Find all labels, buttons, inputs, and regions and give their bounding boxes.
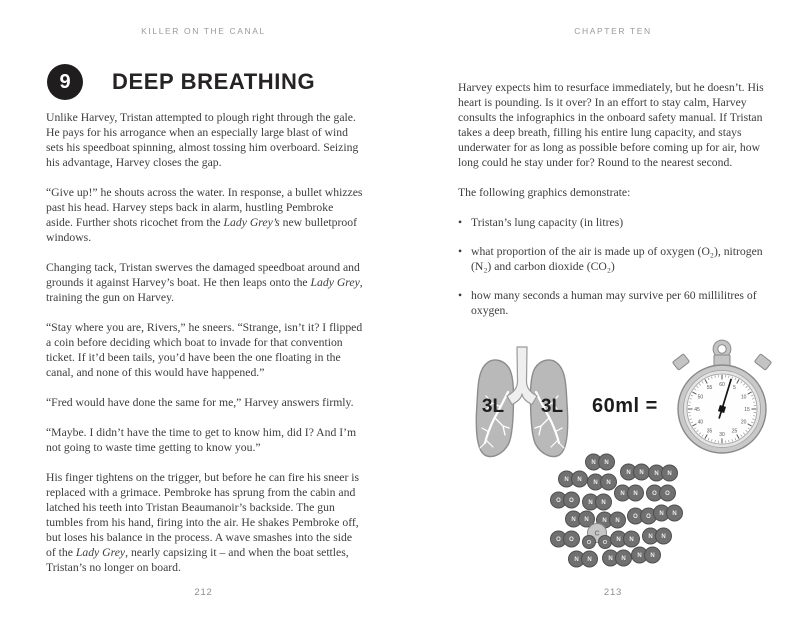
svg-text:55: 55 bbox=[706, 385, 713, 392]
svg-text:N: N bbox=[621, 556, 626, 563]
svg-text:N: N bbox=[593, 480, 598, 487]
svg-text:O: O bbox=[633, 514, 638, 521]
molecule-n2 bbox=[611, 531, 640, 547]
svg-text:N: N bbox=[659, 511, 664, 518]
svg-text:N: N bbox=[574, 557, 579, 564]
svg-text:35: 35 bbox=[706, 428, 713, 435]
svg-text:O: O bbox=[652, 491, 657, 498]
svg-text:C: C bbox=[594, 530, 600, 538]
paragraph: “Give up!” he shouts across the water. In response, a bullet whizzes past his head. Harvey steps back in alarm, hustling Pembroke aside. Further shots ricochet from the Lady Grey’s new bulletproof windows. bbox=[46, 186, 363, 244]
svg-text:N: N bbox=[587, 557, 592, 564]
svg-text:N: N bbox=[616, 537, 621, 544]
paragraph: Harvey expects him to resurface immediately, but he doesn’t. His heart is pounding. Is it over? In an effort to stay calm, Harvey consults the infographics in the onboard safety manual. If Tristan takes a deep breath, filling his entire lung capacity, and stays underwater for as long as possible before coming up for air, how long could he stay under for? Round to the nearest second. bbox=[458, 81, 764, 169]
oxygen-equation-label: 60ml = bbox=[592, 395, 658, 417]
bullet-text: what proportion of the air is made up of oxygen (O₂), nitrogen (N₂) and carbon dioxide (CO₂) bbox=[471, 245, 763, 273]
right-running-head: CHAPTER TEN bbox=[574, 26, 652, 36]
svg-text:N: N bbox=[672, 511, 677, 518]
paragraph: “Fred would have done the same for me,” Harvey answers firmly. bbox=[46, 396, 354, 409]
svg-text:N: N bbox=[667, 471, 672, 478]
svg-text:N: N bbox=[615, 518, 620, 525]
svg-text:N: N bbox=[577, 477, 582, 484]
svg-text:60: 60 bbox=[719, 381, 725, 388]
svg-text:30: 30 bbox=[719, 431, 725, 438]
paragraph: Unlike Harvey, Tristan attempted to plough right through the gale. He pays for his arrogance when an especially large blast of wind sets his speedboat spinning, almost tossing him overboard. Seizing his advantage, Harvey closes the gap. bbox=[46, 111, 359, 169]
svg-text:O: O bbox=[556, 537, 561, 544]
svg-text:N: N bbox=[601, 500, 606, 507]
svg-text:N: N bbox=[633, 491, 638, 498]
crown-ring-hole bbox=[718, 345, 726, 353]
bullet-text: how many seconds a human may survive per 60 millilitres of oxygen. bbox=[471, 289, 757, 317]
svg-text:N: N bbox=[564, 477, 569, 484]
svg-text:10: 10 bbox=[740, 394, 747, 401]
molecule-n2 bbox=[632, 547, 661, 563]
molecule-n2 bbox=[583, 494, 612, 510]
left-lung-capacity-label: 3L bbox=[481, 396, 505, 417]
molecule-n2 bbox=[586, 454, 615, 470]
svg-text:N: N bbox=[637, 553, 642, 560]
stopwatch-left-button bbox=[672, 354, 689, 370]
svg-text:N: N bbox=[654, 471, 659, 478]
svg-text:N: N bbox=[629, 537, 634, 544]
molecule-n2 bbox=[603, 550, 632, 566]
molecule-n2 bbox=[649, 465, 678, 481]
chapter-title: DEEP BREATHING bbox=[112, 69, 316, 94]
left-page-number: 212 bbox=[194, 587, 213, 598]
svg-text:N: N bbox=[626, 470, 631, 477]
bullet-item bbox=[458, 215, 769, 230]
molecule-n2 bbox=[643, 528, 672, 544]
svg-text:N: N bbox=[648, 534, 653, 541]
bullet-list bbox=[458, 215, 769, 318]
bullet-item bbox=[458, 288, 769, 318]
right-page-number: 213 bbox=[603, 587, 623, 598]
paragraph: “Maybe. I didn’t have the time to get to know him, did I? And I’m not going to waste time getting to know you.” bbox=[46, 426, 357, 454]
bullet-marker: • bbox=[458, 289, 463, 302]
molecule-n2 bbox=[566, 511, 595, 527]
molecules-group bbox=[551, 454, 683, 567]
svg-text:N: N bbox=[571, 517, 576, 524]
molecule-n2 bbox=[588, 474, 617, 490]
molecule-n2 bbox=[559, 471, 588, 487]
left-running-head: KILLER ON THE CANAL bbox=[141, 26, 266, 36]
svg-text:O: O bbox=[665, 491, 670, 498]
molecule-n2 bbox=[615, 485, 644, 501]
paragraph: His finger tightens on the trigger, but before he can fire his sneer is replaced with a grimace. Pembroke has sprung from the cabin and latched his teeth into Tristan Beaumanoir’s backside. The gun tumbles from his hand, firing into the air. He shakes Pembroke off, but loses his balance in the process. A wave smashes into the side of the Lady Grey, nearly capsizing it – and when the boat settles, Tristan’s no longer on board. bbox=[46, 471, 360, 574]
svg-text:O: O bbox=[569, 498, 574, 505]
right-page-body bbox=[458, 80, 769, 332]
svg-text:N: N bbox=[650, 553, 655, 560]
svg-text:N: N bbox=[591, 460, 596, 467]
left-page-body bbox=[46, 110, 363, 575]
paragraph: Changing tack, Tristan swerves the damaged speedboat around and grounds it against Harvey’s boat. He then leaps onto the Lady Grey, training the gun on Harvey. bbox=[46, 261, 363, 304]
svg-text:O: O bbox=[569, 537, 574, 544]
svg-text:O: O bbox=[602, 539, 608, 546]
molecule-o2 bbox=[647, 485, 676, 501]
svg-text:N: N bbox=[608, 556, 613, 563]
svg-text:N: N bbox=[588, 500, 593, 507]
bullet-text: Tristan’s lung capacity (in litres) bbox=[471, 216, 624, 229]
svg-text:N: N bbox=[602, 518, 607, 525]
molecule-o2 bbox=[551, 492, 580, 508]
right-lung-capacity-label: 3L bbox=[540, 396, 564, 417]
stopwatch-illustration bbox=[672, 340, 771, 453]
svg-text:N: N bbox=[620, 491, 625, 498]
safety-manual-infographic bbox=[440, 336, 800, 588]
chapter-heading bbox=[47, 64, 315, 100]
svg-text:O: O bbox=[556, 498, 561, 505]
svg-text:45: 45 bbox=[694, 406, 700, 413]
svg-text:25: 25 bbox=[731, 428, 738, 435]
svg-text:N: N bbox=[584, 517, 589, 524]
svg-text:N: N bbox=[639, 470, 644, 477]
paragraph: “Stay where you are, Rivers,” he sneers. “Strange, isn’t it? I flipped a coin before deciding which boat to invade for that convention ticket. If it’d been tails, you’d have been the one floating in the canal, and none of this would have happened.” bbox=[46, 321, 363, 379]
molecule-n2 bbox=[569, 551, 598, 567]
svg-text:50: 50 bbox=[697, 394, 704, 401]
svg-text:40: 40 bbox=[697, 419, 704, 426]
lungs-illustration bbox=[476, 347, 567, 457]
svg-text:N: N bbox=[606, 480, 611, 487]
stopwatch-right-button bbox=[754, 354, 771, 370]
svg-text:15: 15 bbox=[744, 406, 750, 413]
svg-text:N: N bbox=[604, 460, 609, 467]
svg-text:O: O bbox=[586, 539, 592, 546]
molecule-n2 bbox=[654, 505, 683, 521]
molecule-n2 bbox=[621, 464, 650, 480]
chapter-number-badge: 9 bbox=[47, 64, 83, 100]
graphics-intro: The following graphics demonstrate: bbox=[458, 186, 631, 199]
molecule-o2 bbox=[628, 508, 657, 524]
molecule-o2 bbox=[551, 531, 580, 547]
bullet-marker: • bbox=[458, 216, 463, 229]
svg-text:N: N bbox=[661, 534, 666, 541]
svg-text:20: 20 bbox=[740, 419, 747, 426]
svg-text:O: O bbox=[646, 514, 651, 521]
bullet-marker: • bbox=[458, 245, 463, 258]
svg-text:5: 5 bbox=[733, 385, 736, 392]
bullet-item bbox=[458, 244, 769, 274]
